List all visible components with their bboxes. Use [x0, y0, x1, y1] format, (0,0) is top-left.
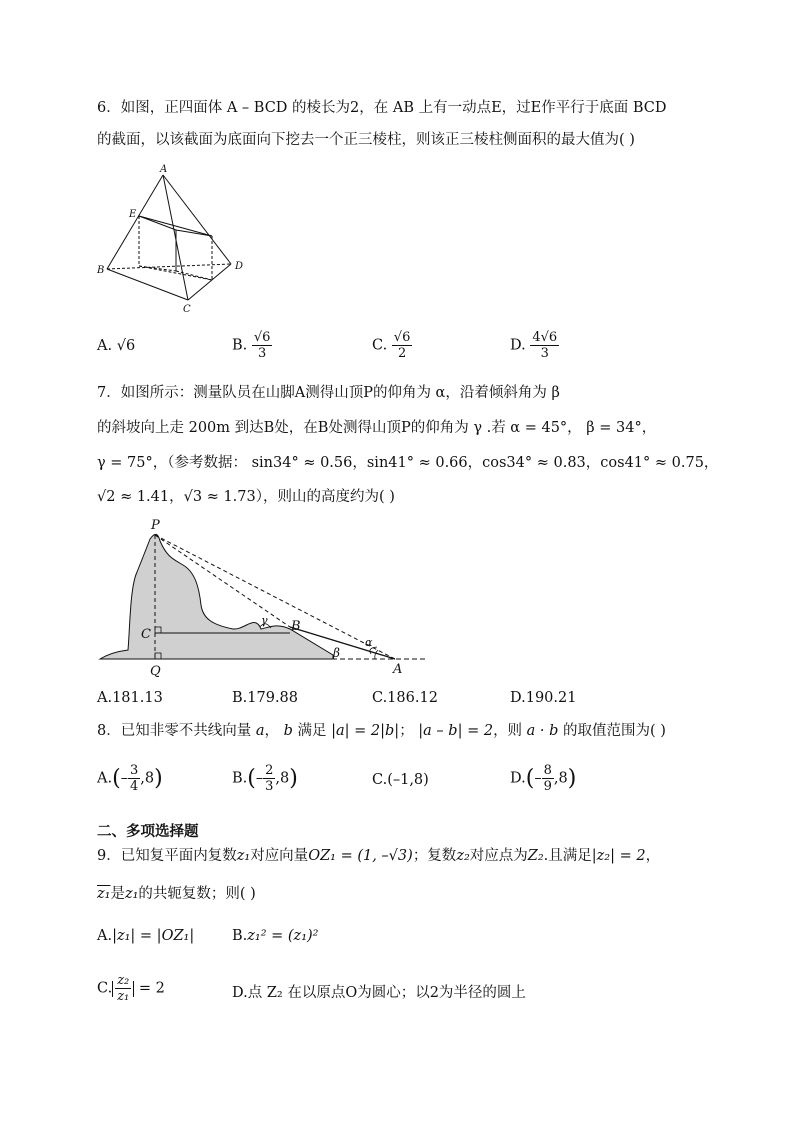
q9-stem-line1: 9．已知复平面内复数z₁对应向量OZ₁ = (1, –√3)；复数z₂对应点为Z₂.且满足|z₂| = 2，: [97, 848, 661, 864]
q9-option-b[interactable]: B.z₁² = (z₁)²: [232, 928, 319, 944]
q6-option-a[interactable]: A. √6: [97, 338, 136, 354]
q7-stem-line4: √2 ≈ 1.41，√3 ≈ 1.73），则山的高度约为( ): [97, 489, 395, 505]
fig6-label-a: A: [160, 164, 168, 175]
q7-option-a[interactable]: A.181.13: [97, 690, 163, 706]
fig6-label-b: B: [97, 265, 105, 276]
fig7-label-p: P: [151, 518, 160, 533]
q9-option-d[interactable]: D.点 Z₂ 在以原点O为圆心；以2为半径的圆上: [232, 985, 526, 1001]
q9-option-c[interactable]: C. $\frac{\text{z₂}}{\text{z₁}}$ = 2: [97, 973, 165, 1004]
fig7-label-b: B: [291, 619, 301, 634]
q7-stem-line1: 7．如图所示：测量队员在山脚A测得山顶P的仰角为 α，沿着倾斜角为 β: [97, 385, 560, 401]
q9-stem-line2: z₁是z₁的共轭复数；则( ): [97, 886, 256, 902]
q7-option-d[interactable]: D.190.21: [510, 690, 577, 706]
fig7-label-c: C: [141, 627, 151, 642]
q6-option-b[interactable]: B. $\frac{√6}{3}$: [232, 330, 271, 361]
q8-option-a[interactable]: A.(– $\frac{3}{4}$ ,8): [97, 763, 163, 794]
q8-option-b[interactable]: B.(– $\frac{2}{3}$ ,8): [232, 763, 298, 794]
q8-stem: 8．已知非零不共线向量 a， b 满足 |a| = 2|b|； |a – b| = 2，则 a · b 的取值范围为( ): [97, 723, 666, 739]
q6-stem-line2: 的截面，以该截面为底面向下挖去一个正三棱柱，则该正三棱柱侧面积的最大值为( ): [97, 132, 635, 148]
q7-option-b[interactable]: B.179.88: [232, 690, 299, 706]
q8-option-d[interactable]: D.(– $\frac{8}{9}$ ,8): [510, 763, 577, 794]
q7-option-c[interactable]: C.186.12: [372, 690, 438, 706]
fig6-label-e: E: [129, 209, 137, 220]
fig7-label-gamma: γ: [261, 614, 268, 627]
mountain-figure: [95, 517, 430, 682]
fig6-label-c: C: [183, 304, 191, 315]
q9-option-a[interactable]: A.|z₁| = |OZ₁|: [97, 928, 195, 944]
fig6-label-d: D: [235, 261, 244, 272]
q7-stem-line3: γ = 75°，（参考数据： sin34° ≈ 0.56，sin41° ≈ 0.66，cos34° ≈ 0.83，cos41° ≈ 0.75，: [97, 455, 719, 471]
fig7-label-alpha: α: [365, 636, 373, 649]
tetrahedron-figure: [95, 163, 255, 315]
q6-option-c[interactable]: C. $\frac{√6}{2}$: [372, 330, 411, 361]
q6-stem-line1: 6．如图，正四面体 A – BCD 的棱长为2，在 AB 上有一动点E，过E作平行于底面 BCD: [97, 100, 667, 116]
q8-option-c[interactable]: C.(–1,8): [372, 772, 429, 788]
q7-stem-line2: 的斜坡向上走 200m 到达B处，在B处测得山顶P的仰角为 γ .若 α = 45°， β = 34°，: [97, 420, 657, 436]
fig7-label-a: A: [393, 662, 403, 677]
section-heading-multiple-choice: 二、多项选择题: [97, 824, 199, 840]
q6-option-d[interactable]: D. $\frac{4√6}{3}$: [510, 330, 558, 361]
fig7-label-beta: β: [333, 646, 340, 660]
fig7-label-q: Q: [150, 664, 161, 679]
